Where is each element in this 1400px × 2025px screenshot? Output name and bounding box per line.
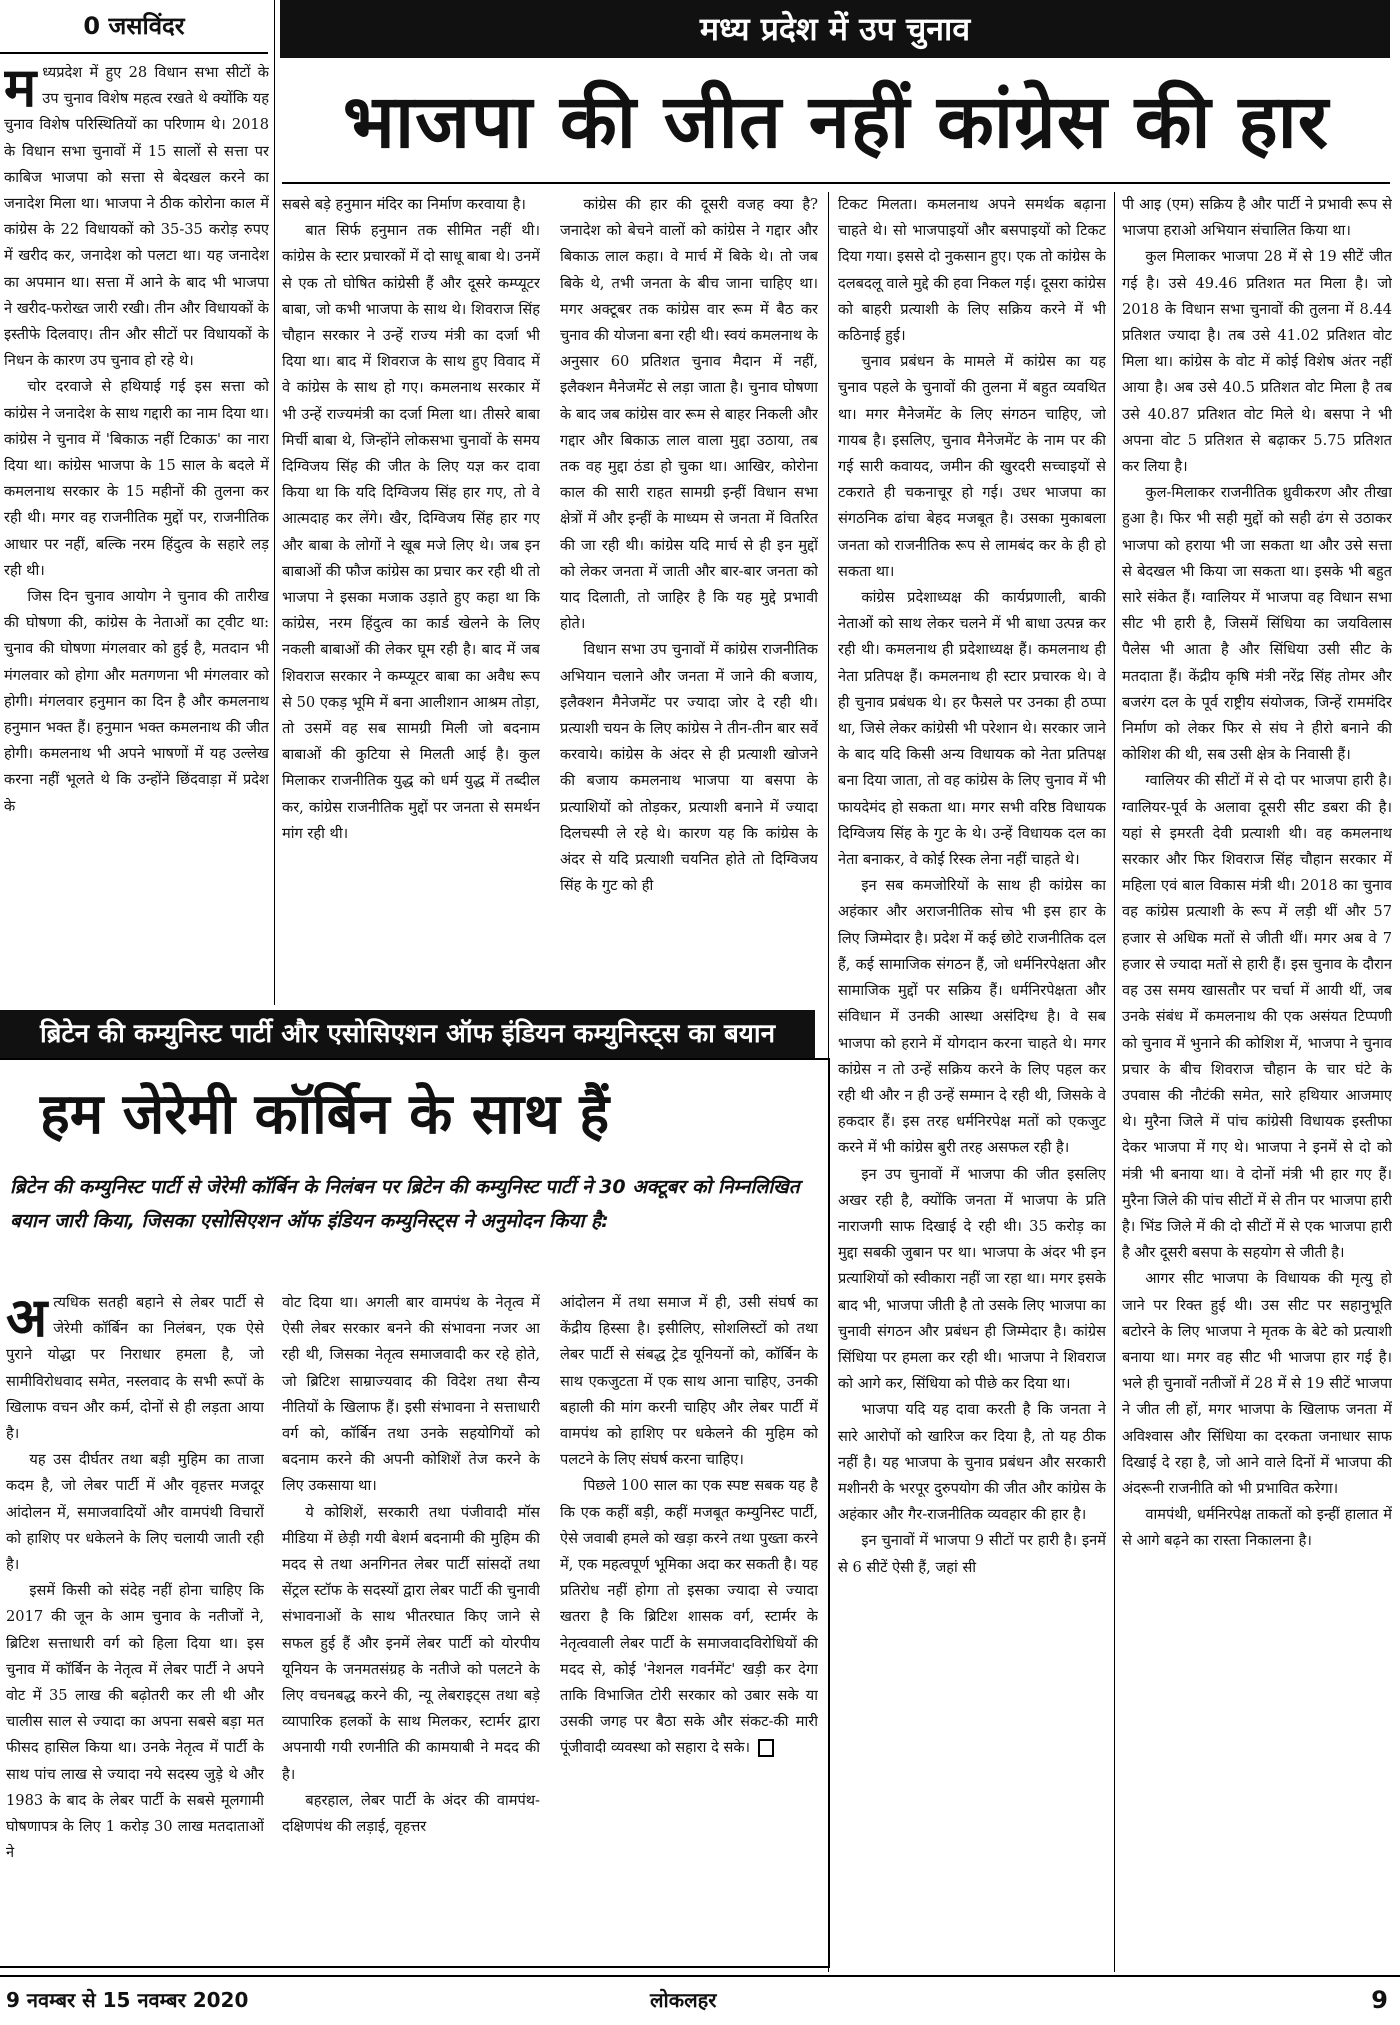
paragraph: कांग्रेस की हार की दूसरी वजह क्या है? जनादेश को बेचने वालों को कांग्रेस ने गद्दार और बिकाऊ लाल कहा। वे मार्च में बिके थे। तो जब बिके थे, तभी जनता के बीच जाना चाहिए था। मगर अक्टूबर तक कांग्रेस वार रूम में बैठ कर चुनाव की योजना बना रही थी। स्वयं कमलनाथ के अनुसार 60 प्रतिशत चुनाव मैदान में नहीं, इलैक्शन मैनेजमेंट से लड़ा जाता है। चुनाव घोषणा के बाद जब कांग्रेस वार रूम से बाहर निकली और गद्दार और बिकाऊ लाल वाला मुद्दा उठाया, तब तक वह मुद्दा ठंडा हो चुका था। आखिर, कोरोना काल की सारी राहत सामग्री इन्हीं विधान सभा क्षेत्रों में और इन्हीं के माध्यम से जनता में वितरित की जा रही थी। कांग्रेस यदि मार्च से ही इन मुद्दों को लेकर जनता में जाती और बार-बार जनता को याद दिलाती, तो जाहिर है कि यह मुद्दे प्रभावी होते। [560,196,818,633]
paragraph: वामपंथी, धर्मनिरपेक्ष ताकतों को इन्हीं हालात में से आगे बढ़ने का रास्ता निकालना है। [1122,1506,1392,1550]
paragraph-text: पिछले 100 साल का एक स्पष्ट सबक यह है कि एक कहीं बड़ी, कहीं मजबूत कम्युनिस्ट पार्टी, ऐसे जवाबी हमले को खड़ा करने तथा पुख्ता करने में, एक महत्वपूर्ण भूमिका अदा कर सकती है। यह प्रतिरोध नहीं होगा तो इसका ज्यादा से ज्यादा खतरा है कि ब्रिटिश शासक वर्ग, स्टार्मर के नेतृत्ववाली लेबर पार्टी के समाजवादविरोधियों की मदद से, कोई 'नेशनल गवर्नमेंट' खड़ी कर देगा ताकि विभाजित टोरी सरकार को उबार सके या उसकी जगह पर बैठा सके और संकट-की मारी पूंजीवादी व्यवस्था को सहारा दे सके। [560,1477,818,1757]
article1-column-5 [1122,192,1392,1972]
paragraph: बहरहाल, लेबर पार्टी के अंदर की वामपंथ-दक्षिणपंथ की लड़ाई, वृहत्तर [282,1791,540,1836]
drop-cap: अ [6,1290,48,1349]
article1-column-4 [838,192,1106,1972]
column-rule [274,0,275,1005]
story-column-3 [560,1290,818,1965]
story-banner: ब्रिटेन की कम्युनिस्ट पार्टी और एसोसिएशन ऑफ इंडियन कम्युनिस्ट्स का बयान [0,1010,815,1058]
drop-cap: म [4,60,37,119]
article1-column-3 [560,192,818,1000]
paragraph: ये कोशिशें, सरकारी तथा पंजीवादी मॉस मीडिया में छेड़ी गयी बेशर्म बदनामी की मुहिम की मदद से तथा अनगिनत लेबर पार्टी सांसदों तथा सेंट्रल स्टॉफ के सदस्यों द्वारा लेबर पार्टी की चुनावी संभावनाओं के साथ भीतरघात किए जाने से सफल हुई हैं और इनमें लेबर पार्टी को योरपीय यूनियन के जनमतसंग्रह के नतीजे को पलटने के लिए वचनबद्ध करने की, न्यू लेबराइट्स तथा बड़े व्यापारिक हलकों के साथ मिलकर, स्टार्मर द्वारा अपनायी गयी रणनीति की कामयाबी ने मदद की है। [282,1503,540,1783]
paragraph: यह उस दीर्घतर तथा बड़ी मुहिम का ताजा कदम है, जो लेबर पार्टी में और वृहत्तर मजदूर आंदोलन में, समाजवादियों और वामपंथी विचारों को हाशिए पर धकेलने के लिए चलायी जाती रही है। [6,1451,264,1574]
author-byline: 0 जसविंदर [0,0,268,54]
paragraph: इन चुनावों में भाजपा 9 सीटों पर हारी है। इनमें से 6 सीटें ऐसी हैं, जहां सी [838,1532,1106,1576]
paragraph: इसमें किसी को संदेह नहीं होना चाहिए कि 2017 की जून के आम चुनाव के नतीजों ने, ब्रिटिश सत्ताधारी वर्ग को हिला दिया था। इस चुनाव में कॉर्बिन के नेतृत्व में लेबर पार्टी ने अपने वोट में 35 लाख की बढ़ोतरी कर ली थी और चालीस साल से ज्यादा का अपना सबसे बड़ा मत फीसद हासिल किया था। उनके नेतृत्व में पार्टी के साथ पांच लाख से ज्यादा नये सदस्य जुड़े थे और 1983 के बाद के लेबर पार्टी के सबसे मूलगामी घोषणापत्र के लिए 1 करोड़ 30 लाख मतदाताओं ने [6,1582,264,1862]
story-headline: हम जेरेमी कॉर्बिन के साथ हैं [40,1082,610,1147]
paragraph: इन सब कमजोरियों के साथ ही कांग्रेस का अहंकार और अराजनीतिक सोच भी इस हार के लिए जिम्मेदार है। प्रदेश में कई छोटे राजनीतिक दल हैं, कई सामाजिक संगठन हैं, जो धर्मनिरपेक्षता और सामाजिक मुद्दों पर सक्रिय हैं। धर्मनिरपेक्षता और संविधान में उनकी आस्था असंदिग्ध है। वे सब भाजपा को हराने में योगदान करना चाहते थे। मगर कांग्रेस न तो उन्हें सक्रिय करने के लिए पहल कर रही थी और न ही उन्हें सम्मान दे रही थी, जिसके वे हकदार हैं। इस तरह धर्मनिरपेक्ष मतों को एकजुट करने में भी कांग्रेस बुरी तरह असफल रही है। [838,877,1106,1157]
paragraph: आगर सीट भाजपा के विधायक की मृत्यु हो जाने पर रिक्त हुई थी। उस सीट पर सहानुभूति बटोरने के लिए भाजपा ने मृतक के बेटे को प्रत्याशी बनाया था। मगर वह सीट भी भाजपा हार गई है। भले ही चुनावों नतीजों में 28 में से 19 सीटें भाजपा ने जीत ली हों, मगर भाजपा के खिलाफ जनता में अविश्वास और सिंधिया का दरकता जनाधार साफ दिखाई दे रहा है, जो आने वाले दिनों में भाजपा की अंदरूनी राजनीति को भी प्रभावित करेगा। [1122,1270,1392,1497]
paragraph: बात सिर्फ हनुमान तक सीमित नहीं थी। कांग्रेस के स्टार प्रचारकों में दो साधू बाबा थे। उनमें से एक तो घोषित कांग्रेसी हैं और दूसरे कम्प्यूटर बाबा, जो कभी भाजपा के साथ थे। शिवराज सिंह चौहान सरकार ने उन्हें राज्य मंत्री का दर्जा भी दिया था। बाद में शिवराज के साथ हुए विवाद में वे कांग्रेस के साथ हो गए। कमलनाथ सरकार में भी उन्हें राज्यमंत्री का दर्जा मिला था। तीसरे बाबा मिर्ची बाबा थे, जिन्होंने लोकसभा चुनावों के समय दिग्विजय सिंह की जीत के लिए यज्ञ कर दावा किया था कि यदि दिग्विजय सिंह हार गए, तो वे आत्मदाह कर लेंगे। खैर, दिग्विजय सिंह हार गए और बाबा के लोगों ने खूब मजे लिए थे। जब इन बाबाओं की फौज कांग्रेस का प्रचार कर रही थी तो भाजपा ने इसका मजाक उड़ाते हुए कहा था कि कांग्रेस, नरम हिंदुत्व का कार्ड खेलने के लिए नकली बाबाओं की लेकर घूम रही है। बाद में जब शिवराज सरकार ने कम्प्यूटर बाबा का अवैध रूप से 50 एकड़ भूमि में बना आलीशान आश्रम तोड़ा, तो उसमें वह सब सामग्री मिली जो बदनाम बाबाओं की कुटिया से मिलती आई है। कुल मिलाकर राजनीतिक युद्ध को धर्म युद्ध में तब्दील कर, कांग्रेस राजनीतिक मुद्दों पर जनता से समर्थन मांग रही थी। [282,222,540,842]
paragraph: ध्यप्रदेश में हुए 28 विधान सभा सीटों के उप चुनाव विशेष महत्व रखते थे क्योंकि यह चुनाव विशेष परिस्थितियों का परिणाम थे। 2018 के विधान सभा चुनावों में 15 सालों से सत्ता पर काबिज भाजपा को सत्ता से बेदखल करने का जनादेश मिला था। भाजपा ने ठीक कोरोना काल में कांग्रेस के 22 विधायकों को 35-35 करोड़ रुपए में खरीद कर, जनादेश को पलटा था। यह जनादेश का अपमान था। सत्ता में आने के बाद भी भाजपा ने खरीद-फरोख्त जारी रखी। तीन और विधायकों के इस्तीफे दिलवाए। तीन और सीटों पर विधायकों के निधन के कारण उप चुनाव हो रहे थे। [4,64,269,370]
page-number: 9 [1371,1986,1388,2014]
paragraph: पी आइ (एम) सक्रिय है और पार्टी ने प्रभावी रूप से भाजपा हराओ अभियान संचालित किया था। [1122,196,1392,240]
story-column-2 [282,1290,540,1965]
footer-date: 9 नवम्बर से 15 नवम्बर 2020 [6,1988,249,2012]
paragraph: विधान सभा उप चुनावों में कांग्रेस राजनीतिक अभियान चलाने और जनता में जाने की बजाय, इलैक्शन मैनेजमेंट पर ज्यादा जोर दे रही थी। प्रत्याशी चयन के लिए कांग्रेस ने तीन-तीन बार सर्वे करवाये। कांग्रेस के अंदर से ही प्रत्याशी खोजने की बजाय कमलनाथ भाजपा या बसपा के प्रत्याशियों को तोड़कर, प्रत्याशी बनाने में ज्यादा दिलचस्पी ले रहे थे। कारण यह कि कांग्रेस के अंदर से यदि प्रत्याशी चयनित होते तो दिग्विजय सिंह के गुट को ही [560,641,818,895]
paragraph: जिस दिन चुनाव आयोग ने चुनाव की तारीख की घोषणा की, कांग्रेस के नेताओं का ट्वीट था: चुनाव की घोषणा मंगलवार को हुई है, मतदान भी मंगलवार को होगा और मतगणना भी मंगलवार को होगी। मंगलवार हनुमान का दिन है और कमलनाथ हनुमान भक्त हैं। हनुमान भक्त कमलनाथ की जीत होगी। कमलनाथ भी अपने भाषणों में यह उल्लेख करना नहीं भूलते थे कि उन्होंने छिंदवाड़ा में प्रदेश के [4,588,269,815]
paragraph: कुल-मिलाकर राजनीतिक ध्रुवीकरण और तीखा हुआ है। फिर भी सही मुद्दों को सही ढंग से उठाकर भाजपा को हराया भी जा सकता था और उसे सत्ता से बेदखल भी किया जा सकता था। इसके भी बहुत सारे संकेत हैं। ग्वालियर में भाजपा वह विधान सभा सीट भी हारी है, जिसमें सिंधिया का जयविलास पैलेस भी आता है और सिंधिया उसी सीट के मतदाता हैं। केंद्रीय कृषि मंत्री नरेंद्र सिंह तोमर और बजरंग दल के पूर्व राष्ट्रीय संयोजक, जिन्हें राममंदिर निर्माण को लेकर फिर से संघ ने हीरो बनाने की कोशिश की थी, सब उसी क्षेत्र के निवासी हैं। [1122,484,1392,764]
paragraph: कुल मिलाकर भाजपा 28 में से 19 सीटें जीत गई है। उसे 49.46 प्रतिशत मत मिला है। जो 2018 के विधान सभा चुनावों की तुलना में 8.44 प्रतिशत ज्यादा है। तब उसे 41.02 प्रतिशत वोट मिला था। कांग्रेस के वोट में कोई विशेष अंतर नहीं आया है। अब उसे 40.5 प्रतिशत वोट मिला है तब उसे 40.87 प्रतिशत वोट मिले थे। बसपा ने भी अपना वोट 5 प्रतिशत से बढ़ाकर 5.75 प्रतिशत कर लिया है। [1122,248,1392,476]
paragraph: चोर दरवाजे से हथियाई गई इस सत्ता को कांग्रेस ने जनादेश के साथ गद्दारी का नाम दिया था। कांग्रेस ने चुनाव में 'बिकाऊ नहीं टिकाऊ' का नारा दिया था। कांग्रेस भाजपा के 15 साल के बदले में कमलनाथ सरकार के 15 महीनों की तुलना कर रही थी। मगर वह राजनीतिक मुद्दों पर, राजनीतिक आधार पर नहीं, बल्कि नरम हिंदुत्व के सहारे लड़ रही थी। [4,378,269,579]
column-rule [1114,192,1115,1972]
paragraph: टिकट मिलता। कमलनाथ अपने समर्थक बढ़ाना चाहते थे। सो भाजपाइयों और बसपाइयों को टिकट दिया गया। इससे दो नुकसान हुए। एक तो कांग्रेस के दलबदलू वाले मुद्दे की हवा निकल गई। दूसरा कांग्रेस को बाहरी प्रत्याशी के लिए सक्रिय करने में भी कठिनाई हुई। [838,196,1106,345]
main-headline: भाजपा की जीत नहीं कांग्रेस की हार [342,79,1330,165]
section-banner-top: मध्य प्रदेश में उप चुनाव [280,0,1390,58]
article1-column-1 [4,60,269,1000]
paragraph: ग्वालियर की सीटों में से दो पर भाजपा हारी है। ग्वालियर-पूर्व के अलावा दूसरी सीट डबरा की है। यहां से इमरती देवी प्रत्याशी थी। वह कमलनाथ सरकार और फिर शिवराज सिंह चौहान सरकार में महिला एवं बाल विकास मंत्री थी। 2018 का चुनाव वह कांग्रेस प्रत्याशी के रूप में लड़ी थीं और 57 हजार से अधिक मतों से जीती थीं। मगर अब वे 7 हजार से ज्यादा मतों से हारी हैं। इस चुनाव के दौरान वह उस समय खासतौर पर चर्चा में आयी थीं, जब उनके संबंध में कमलनाथ की एक असंयत टिप्पणी को चुनाव में भुनाने की कोशिश में, भाजपा ने चुनाव प्रचार के बीच शिवराज चौहान के चार घंटे के उपवास की नौटंकी समेत, सारे हथियार आजमाए थे। मुरैना जिले में पांच कांग्रेसी विधायक इस्तीफा देकर भाजपा में गए थे। भाजपा ने इनमें से दो को मंत्री भी बनाया था। वे दोनों मंत्री भी हार गए हैं। मुरैना जिले की पांच सीटों में से तीन पर भाजपा हारी है। भिंड जिले में की दो सीटों में से एक भाजपा हारी है और दूसरी बसपा के सहयोग से जीती है। [1122,772,1392,1262]
end-mark-icon [758,1739,774,1757]
paragraph: भाजपा यदि यह दावा करती है कि जनता ने सारे आरोपों को खारिज कर दिया है, तो यह ठीक नहीं है। यह भाजपा के चुनाव प्रबंधन और सरकारी मशीनरी के भरपूर दुरुपयोग की जीत और कांग्रेस के अहंकार और गैर-राजनीतिक व्यवहार की हार है। [838,1401,1106,1524]
paragraph: सबसे बड़े हनुमान मंदिर का निर्माण करवाया है। [282,196,526,213]
paragraph [560,1473,818,1761]
divider [282,182,1390,184]
paragraph: चुनाव प्रबंधन के मामले में कांग्रेस का यह चुनाव पहले के चुनावों की तुलना में बहुत व्यवथित था। मगर मैनेजमेंट के लिए संगठन चाहिए, जो गायब है। इसलिए, चुनाव मैनेजमेंट के नाम पर की गई सारी कवायद, जमीन की खुरदरी सच्चाइयों से टकराते ही चकनाचूर हो गई। उधर भाजपा का संगठनिक ढांचा बेहद मजबूत है। उसका मुकाबला जनता को राजनीतिक रूप से लामबंद कर के ही हो सकता था। [838,353,1106,580]
footer-rule [0,1975,1400,1977]
story-intro: ब्रिटेन की कम्युनिस्ट पार्टी से जेरेमी कॉर्बिन के निलंबन पर ब्रिटेन की कम्युनिस्ट पार्टी ने 30 अक्टूबर को निम्नलिखित बयान जारी किया, जिसका एसोसिएशन ऑफ इंडियन कम्युनिस्ट्स ने अनुमोदन किया है: [10,1176,800,1232]
footer-publication: लोकलहर [650,1988,717,2012]
article1-column-2 [282,192,540,1000]
paragraph: आंदोलन में तथा समाज में ही, उसी संघर्ष का केंद्रीय हिस्सा है। इसीलिए, सोशलिस्टों को तथा लेबर पार्टी से संबद्ध ट्रेड यूनियनों को, कॉर्बिन के साथ एकजुटता में एक साथ आना चाहिए, उनकी बहाली की मांग करनी चाहिए और लेबर पार्टी में वामपंथ को हाशिए पर धकेलने की मुहिम को पलटने के लिए संघर्ष करना चाहिए। [560,1294,818,1469]
paragraph: कांग्रेस प्रदेशाध्यक्ष की कार्यप्रणाली, बाकी नेताओं को साथ लेकर चलने में भी बाधा उत्पन्न कर रही थी। कमलनाथ ही प्रदेशाध्यक्ष हैं। कमलनाथ ही नेता प्रतिपक्ष हैं। कमलनाथ ही स्टार प्रचारक थे। वे ही चुनाव प्रबंधक थे। हर फैसले पर उनका ही ठप्पा था, जिसे लेकर कांग्रेसी भी परेशान थे। सरकार जाने के बाद यदि किसी अन्य विधायक को नेता प्रतिपक्ष बना दिया जाता, तो वह कांग्रेस के लिए चुनाव में भी फायदेमंद हो सकता था। मगर सभी वरिष्ठ विधायक दिग्विजय सिंह के गुट के थे। उन्हें विधायक दल का नेता बनाकर, वे कोई रिस्क लेना नहीं चाहते थे। [838,589,1106,869]
paragraph: त्यधिक सतही बहाने से लेबर पार्टी से जेरेमी कॉर्बिन का निलंबन, एक ऐसे पुराने योद्धा पर निराधार हमला है, जो सामीविरोधवाद समेत, नस्लवाद के सभी रूपों के खिलाफ वचन और कर्म, दोनों से ही लड़ता आया है। [6,1294,264,1443]
story-column-1 [6,1290,264,1965]
paragraph: इन उप चुनावों में भाजपा की जीत इसलिए अखर रही है, क्योंकि जनता में भाजपा के प्रति नाराजगी साफ दिखाई दे रही थी। 35 करोड़ का मुद्दा सबकी जुबान पर था। भाजपा के अंदर भी इन प्रत्याशियों को स्वीकारा नहीं जा रहा था। मगर इसके बाद भी, भाजपा जीती है तो उसके लिए भाजपा का चुनावी संगठन और प्रबंधन ही जिम्मेदार है। कांग्रेस सिंधिया पर हमला कर रही थी। भाजपा ने शिवराज को आगे कर, सिंधिया को पीछे कर दिया था। [838,1165,1106,1393]
paragraph: वोट दिया था। अगली बार वामपंथ के नेतृत्व में ऐसी लेबर सरकार बनने की संभावना नजर आ रही थी, जिसका नेतृत्व समाजवादी कर रहे होते, जो ब्रिटिश साम्राज्यवाद की विदेश तथा सैन्य नीतियों के खिलाफ हैं। इसी संभावना ने सत्ताधारी वर्ग को, कॉर्बिन तथा उनके सहयोगियों को बदनाम करने की अपनी कोशिशें तेज करने के लिए उकसाया था। [282,1294,540,1495]
